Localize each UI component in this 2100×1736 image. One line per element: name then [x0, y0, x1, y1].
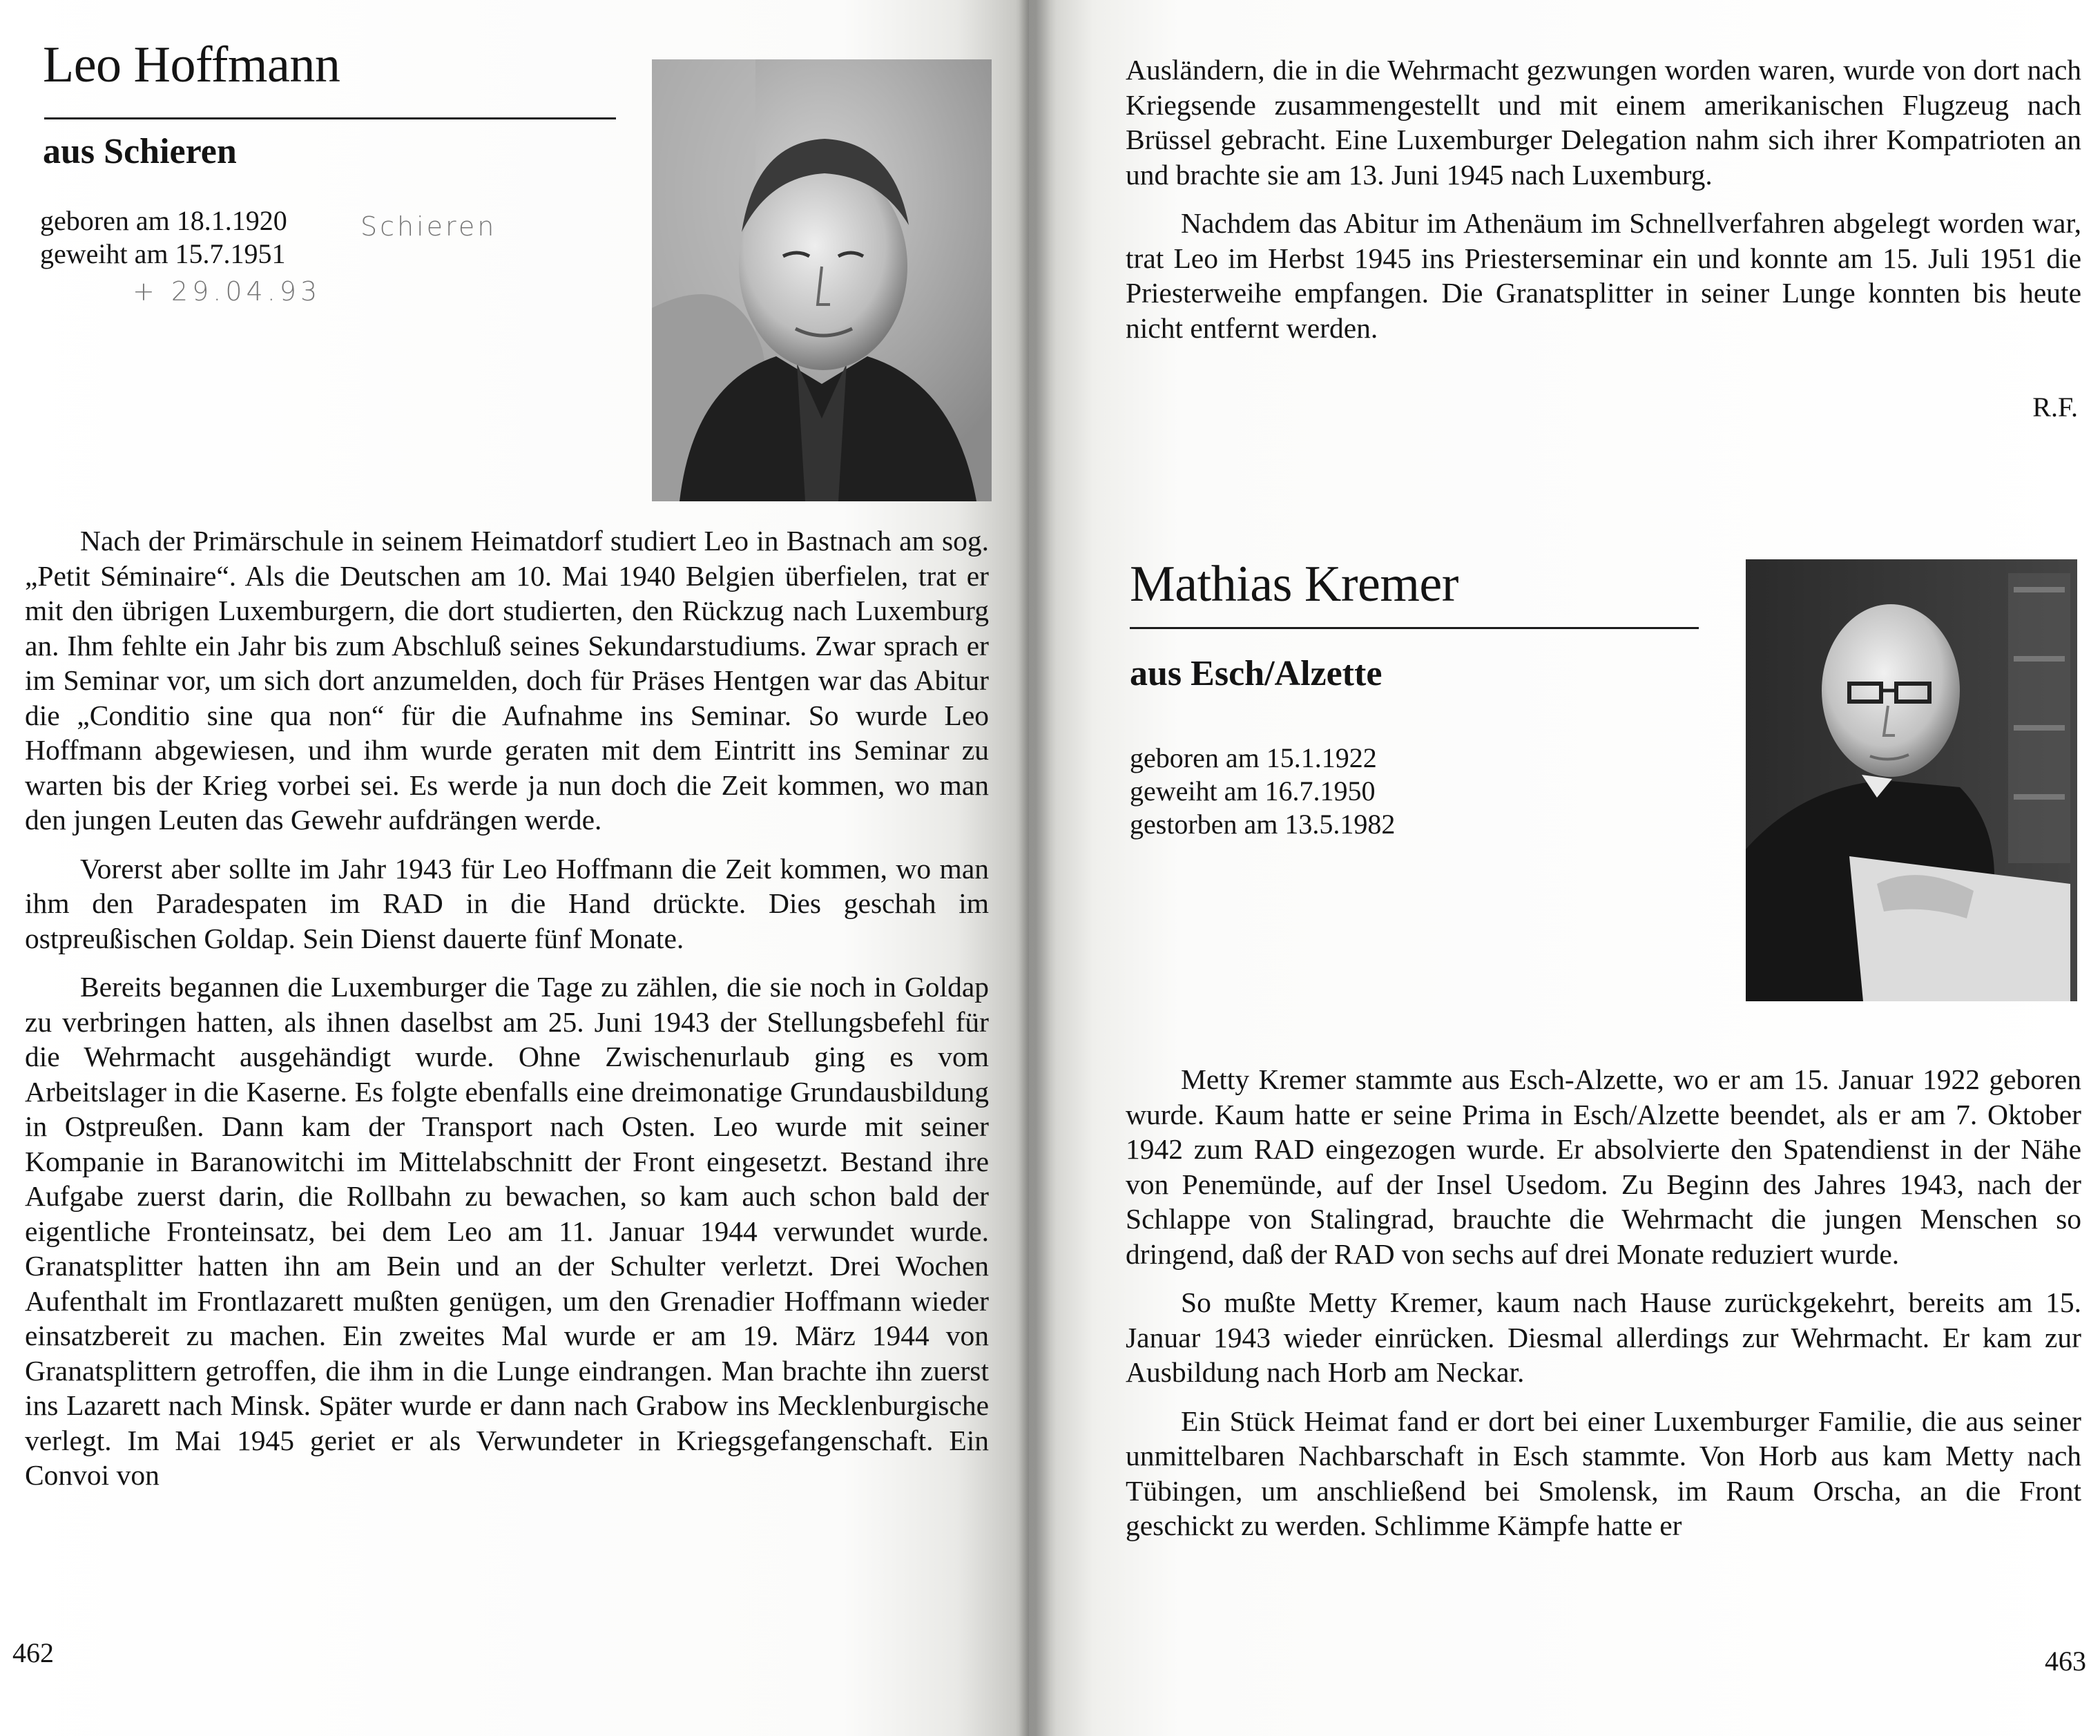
article-body: [1126, 1062, 2081, 1557]
date-block: [1130, 742, 1395, 841]
portrait-illustration: [1746, 559, 2077, 1001]
ordination-date: geweiht am 16.7.1950: [1130, 775, 1376, 807]
date-block: [40, 204, 287, 271]
article-paragraph: Ein Stück Heimat fand er dort bei einer Luxemburger Familie, die aus seiner unmittelbaren Nachbarschaft in Esch stammte. Von Horb aus kam Metty nach Tübingen, um anschließend bei Smolensk, im Raum Orscha, an die Front geschickt zu werden. Schlimme Kämpfe hatte er: [1126, 1405, 2081, 1541]
ordination-date: geweiht am 15.7.1951: [40, 238, 286, 269]
person-name: Leo Hoffmann: [43, 37, 340, 93]
author-signature: R.F.: [2032, 392, 2078, 423]
continuation-paragraph: Nachdem das Abitur im Athenäum im Schnellverfahren abgelegt worden war, trat Leo im Herbst 1945 ins Priesterseminar ein und konnte am 15. Juli 1951 die Priesterweihe empfangen. Die Granatsplitter in seiner Lunge konnten bis heute nicht entfernt werden.: [1126, 207, 2081, 344]
name-underline: [1130, 627, 1699, 629]
article-body: [25, 523, 989, 1507]
origin-subtitle: aus Schieren: [43, 132, 237, 171]
page-number: 463: [2045, 1646, 2086, 1677]
book-gutter-shadow: [1015, 0, 1057, 1736]
article-paragraph: Bereits begannen die Luxemburger die Tage zu zählen, die sie noch in Goldap zu verbringen hatten, als ihnen daselbst am 25. Juni 1943 der Stellungsbefehl für die Wehrmacht ausgehändigt wurde. Ohne Zwischenurlaub ging es vom Arbeitslager in die Kaserne. Es folgte ebenfalls eine dreimonatige Grundausbildung in Ostpreußen. Dann kam der Transport nach Osten. Leo wurde mit seiner Kompanie in Baranowitchi im Mittelabschnitt der Front eingesetzt. Bestand ihre Aufgabe zuerst darin, die Rollbahn zu bewachen, so kam auch schon bald der eigentliche Fronteinsatz, bei dem Leo am 11. Januar 1944 verwundet wurde. Granatsplitter hatten ihn am Bein und an der Schulter verletzt. Drei Wochen Aufenthalt im Frontlazarett mußten genügen, um den Grenadier Hoffmann wieder einsatzbereit zu machen. Ein zweites Mal wurde er am 19. März 1944 von Granatsplittern getroffen, die ihm in die Lunge eindrangen. Man brachte ihn zuerst ins Lazarett nach Minsk. Später wurde er dann nach Grabow ins Mecklenburgische verlegt. Im Mai 1945 geriet er als Verwundeter in Kriegsgefangenschaft. Ein Convoi von: [25, 971, 989, 1491]
article-paragraph: Vorerst aber sollte im Jahr 1943 für Leo Hoffmann die Zeit kommen, wo man ihm den Paradespaten im RAD in die Hand drückte. Dies geschah im ostpreußischen Goldap. Sein Dienst dauerte fünf Monate.: [25, 852, 989, 954]
handwritten-death-note: + 29.04.93: [133, 276, 322, 307]
article-paragraph: Nach der Primärschule in seinem Heimatdorf studiert Leo in Bastnach am sog. „Petit Séminaire“. Als die Deutschen am 10. Mai 1940 Belgien überfielen, trat er mit den übrigen Luxemburgern, die dort studierten, den Rückzug nach Luxemburg an. Ihm fehlte ein Jahr bis zum Abschluß seines Sekundarstudiums. Zwar sprach er im Seminar vor, um sich dort anzumelden, doch für Präses Hentgen war das Abitur die „Conditio sine qua non“ für die Aufnahme ins Seminar. So wurde Leo Hoffmann abgewiesen, und ihm wurde geraten mit dem Eintritt ins Seminar zu warten bis der Krieg vorbei sei. Es werde ja nun doch die Zeit kommen, wo man den jungen Leuten das Gewehr aufdrängen werde.: [25, 525, 989, 836]
name-underline: [44, 117, 616, 119]
portrait-photo: [1746, 559, 2077, 1001]
handwritten-place-note: Schieren: [360, 211, 497, 242]
person-name: Mathias Kremer: [1130, 556, 1458, 613]
birth-date: geboren am 15.1.1922: [1130, 742, 1377, 773]
left-page: [0, 0, 1029, 1736]
continuation-text: [1126, 52, 2081, 359]
article-paragraph: So mußte Metty Kremer, kaum nach Hause zurückgekehrt, bereits am 15. Januar 1943 wieder einrücken. Diesmal allerdings zur Wehrmacht. Er kam zur Ausbildung nach Horb am Neckar.: [1126, 1286, 2081, 1388]
right-page: [1029, 0, 2100, 1736]
origin-subtitle: aus Esch/Alzette: [1130, 654, 1383, 693]
birth-date: geboren am 18.1.1920: [40, 205, 287, 236]
continuation-paragraph: Ausländern, die in die Wehrmacht gezwungen worden waren, wurde von dort nach Kriegsende zusammengestellt und mit einem amerikanischen Flugzeug nach Brüssel gebracht. Eine Luxemburger Delegation nahm sich ihrer Kompatrioten an und brachte sie am 13. Juni 1945 nach Luxemburg.: [1126, 54, 2081, 191]
article-paragraph: Metty Kremer stammte aus Esch-Alzette, wo er am 15. Januar 1922 geboren wurde. Kaum hatte er seine Prima in Esch/Alzette beendet, als er am 7. Oktober 1942 zum RAD eingezogen wurde. Er absolvierte den Spatendienst in der Nähe von Penemünde, auf der Insel Usedom. Zu Beginn des Jahres 1943, nach der Schlappe von Stalingrad, brauchte die Wehrmacht die jungen Menschen so dringend, daß der RAD von sechs auf drei Monate reduziert wurde.: [1126, 1063, 2081, 1270]
portrait-illustration: [652, 59, 992, 501]
page-number: 462: [12, 1637, 54, 1668]
portrait-photo: [652, 59, 992, 501]
death-date: gestorben am 13.5.1982: [1130, 809, 1396, 840]
